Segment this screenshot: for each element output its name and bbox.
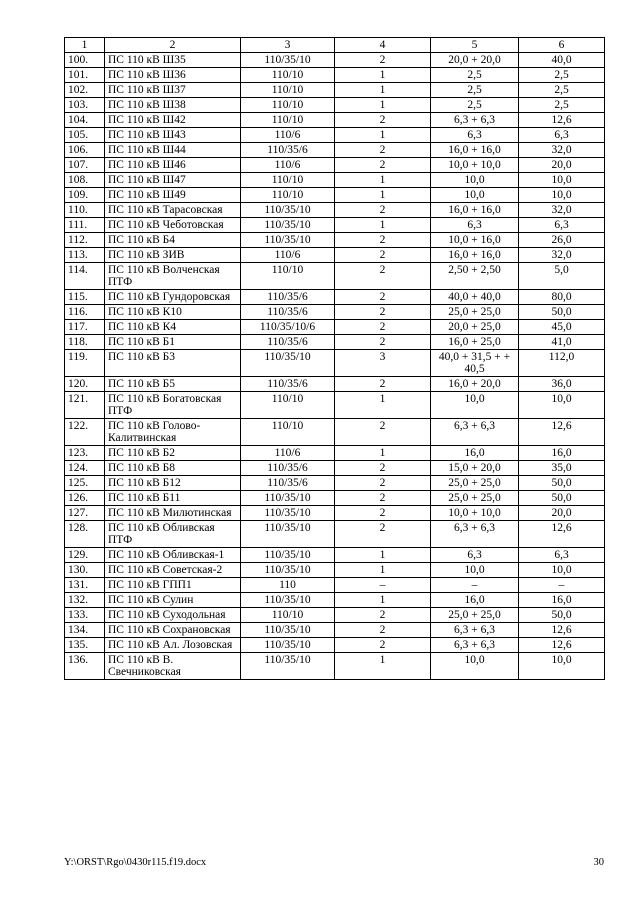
table-row [65, 173, 605, 188]
total-cell: – [519, 578, 605, 593]
count-cell: 2 [335, 491, 431, 506]
row-number-cell: 108. [65, 173, 105, 188]
voltage-cell: 110/35/10 [241, 623, 335, 638]
capacity-cell: 6,3 + 6,3 [431, 623, 519, 638]
row-number-cell: 124. [65, 461, 105, 476]
table-row [65, 68, 605, 83]
table-header-row [65, 38, 605, 53]
total-cell: 50,0 [519, 305, 605, 320]
table-row [65, 548, 605, 563]
name-cell: ПС 110 кВ Ш38 [105, 98, 241, 113]
header-cell: 2 [105, 38, 241, 53]
name-cell: ПС 110 кВ ЗИВ [105, 248, 241, 263]
voltage-cell: 110/10 [241, 173, 335, 188]
name-cell: ПС 110 кВ Богатовская ПТФ [105, 392, 241, 419]
name-cell: ПС 110 кВ Б11 [105, 491, 241, 506]
table-row [65, 263, 605, 290]
capacity-cell: 6,3 + 6,3 [431, 521, 519, 548]
capacity-cell: 2,5 [431, 98, 519, 113]
name-cell: ПС 110 кВ Б3 [105, 350, 241, 377]
row-number-cell: 135. [65, 638, 105, 653]
total-cell: 10,0 [519, 653, 605, 680]
total-cell: 2,5 [519, 83, 605, 98]
name-cell: ПС 110 кВ Ш36 [105, 68, 241, 83]
row-number-cell: 130. [65, 563, 105, 578]
capacity-cell: 16,0 + 20,0 [431, 377, 519, 392]
voltage-cell: 110/10 [241, 419, 335, 446]
count-cell: 2 [335, 248, 431, 263]
voltage-cell: 110/10 [241, 608, 335, 623]
table-row [65, 350, 605, 377]
capacity-cell: 40,0 + 31,5 + + 40,5 [431, 350, 519, 377]
capacity-cell: 2,5 [431, 83, 519, 98]
total-cell: 40,0 [519, 53, 605, 68]
count-cell: 2 [335, 233, 431, 248]
capacity-cell: 15,0 + 20,0 [431, 461, 519, 476]
row-number-cell: 131. [65, 578, 105, 593]
name-cell: ПС 110 кВ Ш35 [105, 53, 241, 68]
voltage-cell: 110/35/6 [241, 476, 335, 491]
name-cell: ПС 110 кВ Ш47 [105, 173, 241, 188]
table-row [65, 305, 605, 320]
capacity-cell: 10,0 [431, 392, 519, 419]
voltage-cell: 110/35/10 [241, 548, 335, 563]
capacity-cell: 16,0 + 16,0 [431, 203, 519, 218]
count-cell: 2 [335, 143, 431, 158]
voltage-cell: 110/35/10 [241, 638, 335, 653]
capacity-cell: 10,0 + 10,0 [431, 506, 519, 521]
table-row [65, 638, 605, 653]
count-cell: 2 [335, 263, 431, 290]
row-number-cell: 115. [65, 290, 105, 305]
table-row [65, 461, 605, 476]
row-number-cell: 100. [65, 53, 105, 68]
count-cell: 2 [335, 476, 431, 491]
table-row [65, 113, 605, 128]
table-row [65, 203, 605, 218]
count-cell: 1 [335, 653, 431, 680]
row-number-cell: 134. [65, 623, 105, 638]
capacity-cell: 6,3 [431, 548, 519, 563]
total-cell: 50,0 [519, 608, 605, 623]
name-cell: ПС 110 кВ Ш46 [105, 158, 241, 173]
total-cell: 6,3 [519, 128, 605, 143]
row-number-cell: 105. [65, 128, 105, 143]
name-cell: ПС 110 кВ Сулин [105, 593, 241, 608]
count-cell: 1 [335, 548, 431, 563]
name-cell: ПС 110 кВ Б5 [105, 377, 241, 392]
capacity-cell: 40,0 + 40,0 [431, 290, 519, 305]
total-cell: 5,0 [519, 263, 605, 290]
capacity-cell: 25,0 + 25,0 [431, 305, 519, 320]
voltage-cell: 110/10 [241, 113, 335, 128]
row-number-cell: 126. [65, 491, 105, 506]
name-cell: ПС 110 кВ Голово-Калитвинская [105, 419, 241, 446]
table-row [65, 335, 605, 350]
name-cell: ПС 110 кВ Обливская ПТФ [105, 521, 241, 548]
total-cell: 2,5 [519, 98, 605, 113]
row-number-cell: 120. [65, 377, 105, 392]
voltage-cell: 110/35/10 [241, 53, 335, 68]
capacity-cell: 16,0 + 16,0 [431, 143, 519, 158]
voltage-cell: 110/35/10 [241, 563, 335, 578]
table-row [65, 233, 605, 248]
total-cell: 20,0 [519, 506, 605, 521]
row-number-cell: 133. [65, 608, 105, 623]
table-row [65, 188, 605, 203]
total-cell: 50,0 [519, 476, 605, 491]
capacity-cell: 16,0 + 25,0 [431, 335, 519, 350]
total-cell: 41,0 [519, 335, 605, 350]
total-cell: 10,0 [519, 392, 605, 419]
row-number-cell: 128. [65, 521, 105, 548]
table-row [65, 593, 605, 608]
capacity-cell: 2,50 + 2,50 [431, 263, 519, 290]
table-row [65, 563, 605, 578]
row-number-cell: 106. [65, 143, 105, 158]
voltage-cell: 110/6 [241, 446, 335, 461]
row-number-cell: 122. [65, 419, 105, 446]
capacity-cell: 10,0 [431, 563, 519, 578]
total-cell: 12,6 [519, 623, 605, 638]
row-number-cell: 114. [65, 263, 105, 290]
count-cell: 2 [335, 377, 431, 392]
count-cell: 1 [335, 98, 431, 113]
total-cell: 45,0 [519, 320, 605, 335]
table-row [65, 218, 605, 233]
count-cell: 2 [335, 158, 431, 173]
count-cell: 1 [335, 218, 431, 233]
row-number-cell: 116. [65, 305, 105, 320]
count-cell: 2 [335, 419, 431, 446]
row-number-cell: 103. [65, 98, 105, 113]
name-cell: ПС 110 кВ Чеботовская [105, 218, 241, 233]
name-cell: ПС 110 кВ Гундоровская [105, 290, 241, 305]
count-cell: 1 [335, 392, 431, 419]
table-row [65, 83, 605, 98]
header-cell: 1 [65, 38, 105, 53]
row-number-cell: 112. [65, 233, 105, 248]
voltage-cell: 110/10 [241, 392, 335, 419]
count-cell: – [335, 578, 431, 593]
total-cell: 6,3 [519, 548, 605, 563]
count-cell: 1 [335, 446, 431, 461]
table-row [65, 53, 605, 68]
name-cell: ПС 110 кВ В. Свечниковская [105, 653, 241, 680]
total-cell: 10,0 [519, 173, 605, 188]
name-cell: ПС 110 кВ Волченская ПТФ [105, 263, 241, 290]
table-row [65, 419, 605, 446]
voltage-cell: 110/10 [241, 263, 335, 290]
count-cell: 1 [335, 68, 431, 83]
capacity-cell: 25,0 + 25,0 [431, 491, 519, 506]
total-cell: 50,0 [519, 491, 605, 506]
voltage-cell: 110/35/6 [241, 377, 335, 392]
capacity-cell: 10,0 [431, 653, 519, 680]
name-cell: ПС 110 кВ Ал. Лозовская [105, 638, 241, 653]
capacity-cell: 6,3 [431, 128, 519, 143]
table-row [65, 578, 605, 593]
total-cell: 20,0 [519, 158, 605, 173]
total-cell: 16,0 [519, 593, 605, 608]
count-cell: 2 [335, 521, 431, 548]
table-row [65, 521, 605, 548]
table-row [65, 377, 605, 392]
voltage-cell: 110/35/6 [241, 335, 335, 350]
count-cell: 3 [335, 350, 431, 377]
row-number-cell: 113. [65, 248, 105, 263]
voltage-cell: 110/35/6 [241, 290, 335, 305]
row-number-cell: 125. [65, 476, 105, 491]
capacity-cell: 16,0 [431, 593, 519, 608]
total-cell: 32,0 [519, 248, 605, 263]
table-row [65, 143, 605, 158]
header-cell: 4 [335, 38, 431, 53]
table-row [65, 476, 605, 491]
row-number-cell: 109. [65, 188, 105, 203]
total-cell: 35,0 [519, 461, 605, 476]
voltage-cell: 110/10 [241, 188, 335, 203]
row-number-cell: 110. [65, 203, 105, 218]
count-cell: 2 [335, 461, 431, 476]
count-cell: 2 [335, 203, 431, 218]
header-cell: 3 [241, 38, 335, 53]
total-cell: 32,0 [519, 143, 605, 158]
table-body [65, 38, 605, 680]
name-cell: ПС 110 кВ Советская-2 [105, 563, 241, 578]
table-row [65, 290, 605, 305]
voltage-cell: 110/35/6 [241, 305, 335, 320]
voltage-cell: 110/35/10 [241, 521, 335, 548]
name-cell: ПС 110 кВ ГПП1 [105, 578, 241, 593]
voltage-cell: 110/6 [241, 128, 335, 143]
row-number-cell: 132. [65, 593, 105, 608]
row-number-cell: 123. [65, 446, 105, 461]
voltage-cell: 110/35/10 [241, 506, 335, 521]
table-row [65, 248, 605, 263]
table-row [65, 98, 605, 113]
total-cell: 16,0 [519, 446, 605, 461]
row-number-cell: 104. [65, 113, 105, 128]
voltage-cell: 110/35/10 [241, 350, 335, 377]
row-number-cell: 136. [65, 653, 105, 680]
count-cell: 2 [335, 608, 431, 623]
count-cell: 1 [335, 188, 431, 203]
count-cell: 1 [335, 128, 431, 143]
voltage-cell: 110/35/10 [241, 233, 335, 248]
count-cell: 2 [335, 320, 431, 335]
total-cell: 12,6 [519, 113, 605, 128]
row-number-cell: 121. [65, 392, 105, 419]
count-cell: 2 [335, 335, 431, 350]
count-cell: 2 [335, 290, 431, 305]
capacity-cell: 10,0 + 16,0 [431, 233, 519, 248]
voltage-cell: 110/35/10 [241, 218, 335, 233]
capacity-cell: – [431, 578, 519, 593]
count-cell: 1 [335, 563, 431, 578]
row-number-cell: 117. [65, 320, 105, 335]
header-cell: 5 [431, 38, 519, 53]
capacity-cell: 20,0 + 20,0 [431, 53, 519, 68]
total-cell: 10,0 [519, 563, 605, 578]
voltage-cell: 110/35/10 [241, 491, 335, 506]
name-cell: ПС 110 кВ Б4 [105, 233, 241, 248]
table-row [65, 608, 605, 623]
table-row [65, 506, 605, 521]
count-cell: 2 [335, 623, 431, 638]
voltage-cell: 110 [241, 578, 335, 593]
total-cell: 12,6 [519, 638, 605, 653]
capacity-cell: 6,3 + 6,3 [431, 113, 519, 128]
count-cell: 2 [335, 506, 431, 521]
count-cell: 1 [335, 83, 431, 98]
count-cell: 2 [335, 53, 431, 68]
substations-table [64, 37, 605, 680]
name-cell: ПС 110 кВ Ш43 [105, 128, 241, 143]
name-cell: ПС 110 кВ Ш49 [105, 188, 241, 203]
capacity-cell: 10,0 [431, 188, 519, 203]
capacity-cell: 6,3 + 6,3 [431, 419, 519, 446]
table-row [65, 653, 605, 680]
name-cell: ПС 110 кВ Обливская-1 [105, 548, 241, 563]
page-number: 30 [593, 857, 604, 868]
voltage-cell: 110/35/10 [241, 203, 335, 218]
total-cell: 80,0 [519, 290, 605, 305]
name-cell: ПС 110 кВ Тарасовская [105, 203, 241, 218]
row-number-cell: 111. [65, 218, 105, 233]
capacity-cell: 20,0 + 25,0 [431, 320, 519, 335]
table-row [65, 392, 605, 419]
name-cell: ПС 110 кВ Б12 [105, 476, 241, 491]
row-number-cell: 119. [65, 350, 105, 377]
total-cell: 6,3 [519, 218, 605, 233]
voltage-cell: 110/10 [241, 83, 335, 98]
count-cell: 2 [335, 113, 431, 128]
voltage-cell: 110/10 [241, 68, 335, 83]
voltage-cell: 110/35/10 [241, 653, 335, 680]
name-cell: ПС 110 кВ Б2 [105, 446, 241, 461]
table-row [65, 320, 605, 335]
name-cell: ПС 110 кВ К10 [105, 305, 241, 320]
table-row [65, 128, 605, 143]
name-cell: ПС 110 кВ Ш37 [105, 83, 241, 98]
total-cell: 12,6 [519, 521, 605, 548]
count-cell: 2 [335, 638, 431, 653]
name-cell: ПС 110 кВ Б8 [105, 461, 241, 476]
capacity-cell: 2,5 [431, 68, 519, 83]
count-cell: 1 [335, 173, 431, 188]
count-cell: 2 [335, 305, 431, 320]
capacity-cell: 6,3 [431, 218, 519, 233]
header-cell: 6 [519, 38, 605, 53]
table-row [65, 158, 605, 173]
voltage-cell: 110/35/6 [241, 461, 335, 476]
name-cell: ПС 110 кВ Суходольная [105, 608, 241, 623]
row-number-cell: 127. [65, 506, 105, 521]
total-cell: 36,0 [519, 377, 605, 392]
total-cell: 2,5 [519, 68, 605, 83]
total-cell: 32,0 [519, 203, 605, 218]
row-number-cell: 129. [65, 548, 105, 563]
total-cell: 112,0 [519, 350, 605, 377]
name-cell: ПС 110 кВ Милютинская [105, 506, 241, 521]
capacity-cell: 6,3 + 6,3 [431, 638, 519, 653]
voltage-cell: 110/35/10/6 [241, 320, 335, 335]
capacity-cell: 25,0 + 25,0 [431, 476, 519, 491]
voltage-cell: 110/6 [241, 248, 335, 263]
file-path: Y:\ORST\Rgo\0430r115.f19.docx [64, 857, 207, 868]
voltage-cell: 110/35/10 [241, 593, 335, 608]
count-cell: 1 [335, 593, 431, 608]
total-cell: 26,0 [519, 233, 605, 248]
table-row [65, 623, 605, 638]
name-cell: ПС 110 кВ Сохрановская [105, 623, 241, 638]
name-cell: ПС 110 кВ К4 [105, 320, 241, 335]
row-number-cell: 102. [65, 83, 105, 98]
total-cell: 12,6 [519, 419, 605, 446]
table-row [65, 491, 605, 506]
capacity-cell: 10,0 + 10,0 [431, 158, 519, 173]
row-number-cell: 118. [65, 335, 105, 350]
row-number-cell: 107. [65, 158, 105, 173]
name-cell: ПС 110 кВ Б1 [105, 335, 241, 350]
row-number-cell: 101. [65, 68, 105, 83]
capacity-cell: 10,0 [431, 173, 519, 188]
name-cell: ПС 110 кВ Ш44 [105, 143, 241, 158]
total-cell: 10,0 [519, 188, 605, 203]
name-cell: ПС 110 кВ Ш42 [105, 113, 241, 128]
voltage-cell: 110/35/6 [241, 143, 335, 158]
capacity-cell: 16,0 + 16,0 [431, 248, 519, 263]
table-row [65, 446, 605, 461]
capacity-cell: 16,0 [431, 446, 519, 461]
capacity-cell: 25,0 + 25,0 [431, 608, 519, 623]
voltage-cell: 110/6 [241, 158, 335, 173]
voltage-cell: 110/10 [241, 98, 335, 113]
